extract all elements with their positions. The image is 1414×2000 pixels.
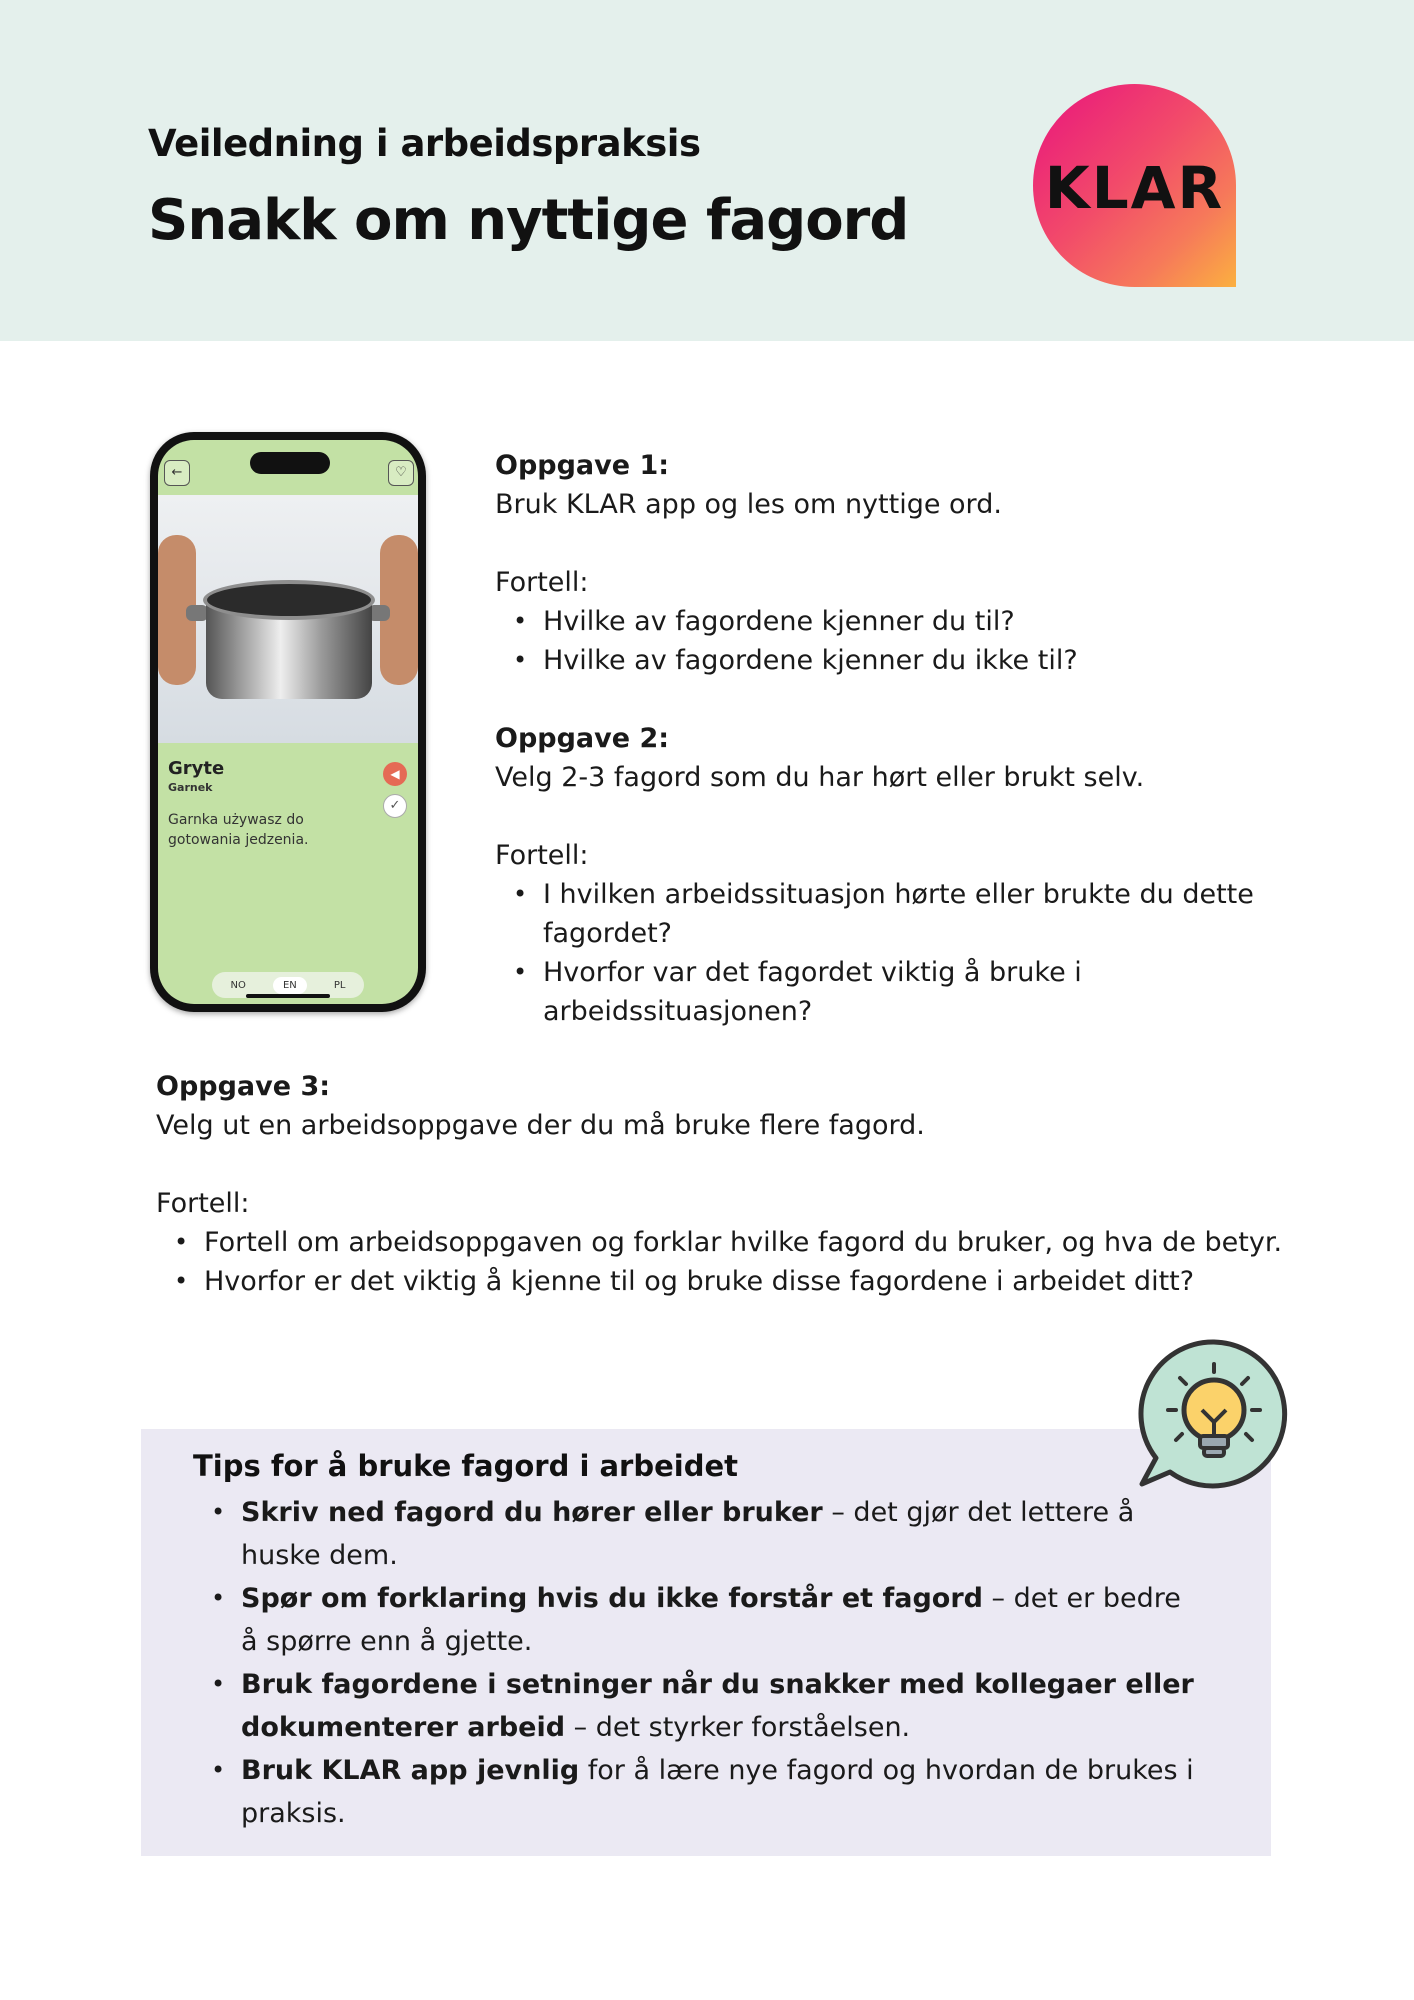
lang-pl[interactable]: PL [333,979,346,991]
pot-rim [203,580,375,620]
list-item: • Hvorfor var det fagordet viktig å bruke i arbeidssituasjonen? [543,953,1255,1031]
lang-en[interactable]: EN [273,977,307,994]
tip-bold: Skriv ned fagord du hører eller bruker [241,1497,823,1528]
page-title: Snakk om nyttige fagord [148,188,909,253]
list-item: • Hvilke av fagordene kjenner du til? [543,602,1295,641]
pot-handle-left [186,605,208,621]
task3-bullets [156,1223,1316,1301]
task2-text: Velg 2-3 fagord som du har hørt eller brukt selv. [495,762,1145,793]
lightbulb-icon [1134,1336,1294,1496]
tip-text: – det styrker forståelsen. [565,1712,911,1743]
tips-box [141,1429,1271,1856]
speaker-icon[interactable]: ◀ [383,762,407,786]
phone-mockup [150,432,426,1012]
tip-bold: Spør om forklaring hvis du ikke forstår et fagord [241,1583,983,1614]
word-title: Gryte [168,758,225,779]
tips-list [241,1491,1201,1835]
task3-text: Velg ut en arbeidsoppgave der du må bruke flere fagord. [156,1110,925,1141]
task1-lead: Fortell: [495,567,589,598]
header-banner [0,0,1414,341]
task2-section [495,719,1255,1031]
task2-bullets [495,875,1255,1031]
tip-text: – det gjør det lettere å huske dem. [241,1497,1135,1571]
list-item: • Hvilke av fagordene kjenner du ikke til? [543,641,1295,680]
list-item [241,1491,1201,1577]
task1-section [495,446,1295,680]
heart-icon[interactable]: ♡ [388,460,414,486]
task3-heading: Oppgave 3: [156,1071,331,1102]
home-indicator [246,994,330,998]
list-item [241,1663,1201,1749]
tip-text: for å lære nye fagord og hvordan de brukes i praksis. [241,1755,1194,1829]
task3-section [156,1067,1316,1301]
list-item [241,1749,1201,1835]
tips-title: Tips for å bruke fagord i arbeidet [193,1449,739,1483]
tip-text: – det er bedre å spørre enn å gjette. [241,1583,1181,1657]
task1-heading: Oppgave 1: [495,450,670,481]
task3-lead: Fortell: [156,1188,250,1219]
pot-photo [158,495,418,743]
task2-heading: Oppgave 2: [495,723,670,754]
check-icon[interactable]: ✓ [383,794,407,818]
task1-text: Bruk KLAR app og les om nyttige ord. [495,489,1002,520]
list-item [241,1577,1201,1663]
tip-bold: Bruk KLAR app jevnlig [241,1755,580,1786]
klar-logo [1033,84,1236,287]
task1-bullets [495,602,1295,680]
back-arrow-icon[interactable]: ← [164,460,190,486]
list-item: • I hvilken arbeidssituasjon hørte eller brukte du dette fagordet? [543,875,1255,953]
phone-screen [158,440,418,1004]
word-translation: Garnek [168,781,213,794]
word-definition: Garnka używasz do gotowania jedzenia. [168,812,309,848]
dynamic-island [250,452,330,474]
tip-bold: Bruk fagordene i setninger når du snakker med kollegaer eller dokumenterer arbeid [241,1669,1194,1743]
logo-text: KLAR [1044,154,1225,222]
list-item: • Hvorfor er det viktig å kjenne til og bruke disse fagordene i arbeidet ditt? [204,1262,1316,1301]
list-item: • Fortell om arbeidsoppgaven og forklar hvilke fagord du bruker, og hva de betyr. [204,1223,1316,1262]
task2-lead: Fortell: [495,840,589,871]
lang-no[interactable]: NO [230,979,246,991]
page-subtitle: Veiledning i arbeidspraksis [148,122,701,165]
